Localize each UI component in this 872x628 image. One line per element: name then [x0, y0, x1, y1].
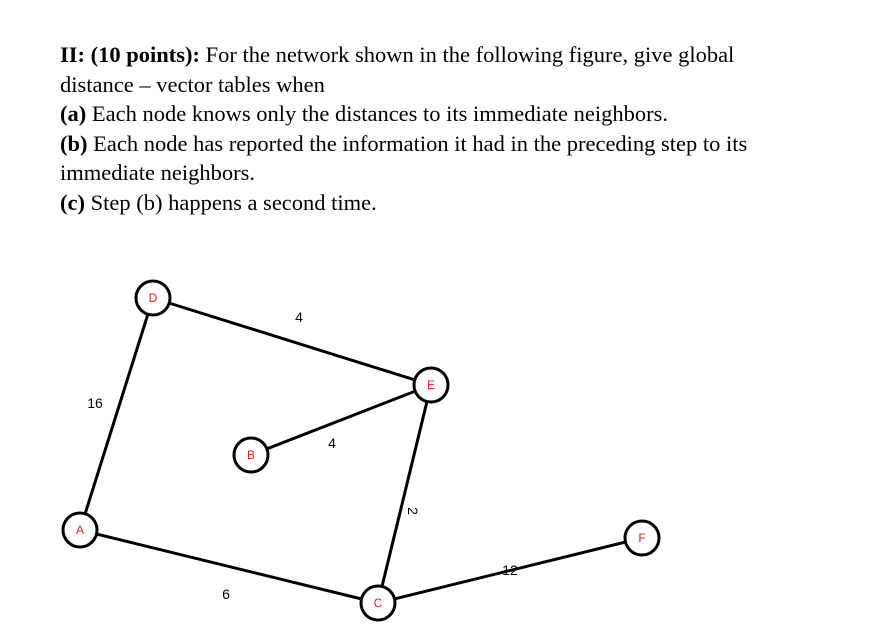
edge-b-e [251, 385, 431, 455]
part-b-text-2: immediate neighbors. [60, 160, 255, 185]
node-b-label: B [246, 448, 256, 462]
edge-weight-b-e: 4 [328, 435, 336, 451]
node-a [63, 513, 97, 547]
edges-layer [80, 298, 642, 603]
edge-e-c [378, 385, 431, 603]
edge-weight-d-e: 4 [295, 309, 303, 325]
nodes-layer [63, 281, 659, 620]
edge-d-e [153, 298, 431, 385]
edge-weight-c-f: 12 [502, 562, 518, 578]
node-b [234, 438, 268, 472]
part-b-text-1: Each node has reported the information it had in the preceding step to its [93, 130, 748, 156]
edge-weight-a-c: 6 [222, 586, 230, 602]
node-c-label: C [373, 596, 383, 610]
part-c-text: Step (b) happens a second time. [90, 189, 377, 215]
node-e [414, 368, 448, 402]
part-b-label: (b) [60, 130, 88, 156]
node-d-label: D [148, 291, 158, 305]
node-e-label: E [426, 378, 436, 392]
part-a-text: Each node knows only the distances to its immediate neighbors. [91, 101, 669, 126]
edge-d-a [80, 298, 153, 530]
question-heading: II: (10 points): [60, 42, 201, 67]
node-f-label: F [638, 531, 646, 545]
edge-weight-d-a: 16 [87, 395, 103, 411]
question-intro-1: For the network shown in the following figure, give global [205, 42, 735, 67]
question-intro-2: distance – vector tables when [60, 71, 325, 97]
node-a-label: A [75, 523, 85, 537]
edge-weight-e-c: 2 [405, 507, 421, 515]
node-c [361, 586, 395, 620]
node-d [136, 281, 170, 315]
part-c-label: (c) [60, 189, 85, 215]
node-f [625, 521, 659, 555]
part-a-label: (a) [60, 101, 87, 126]
